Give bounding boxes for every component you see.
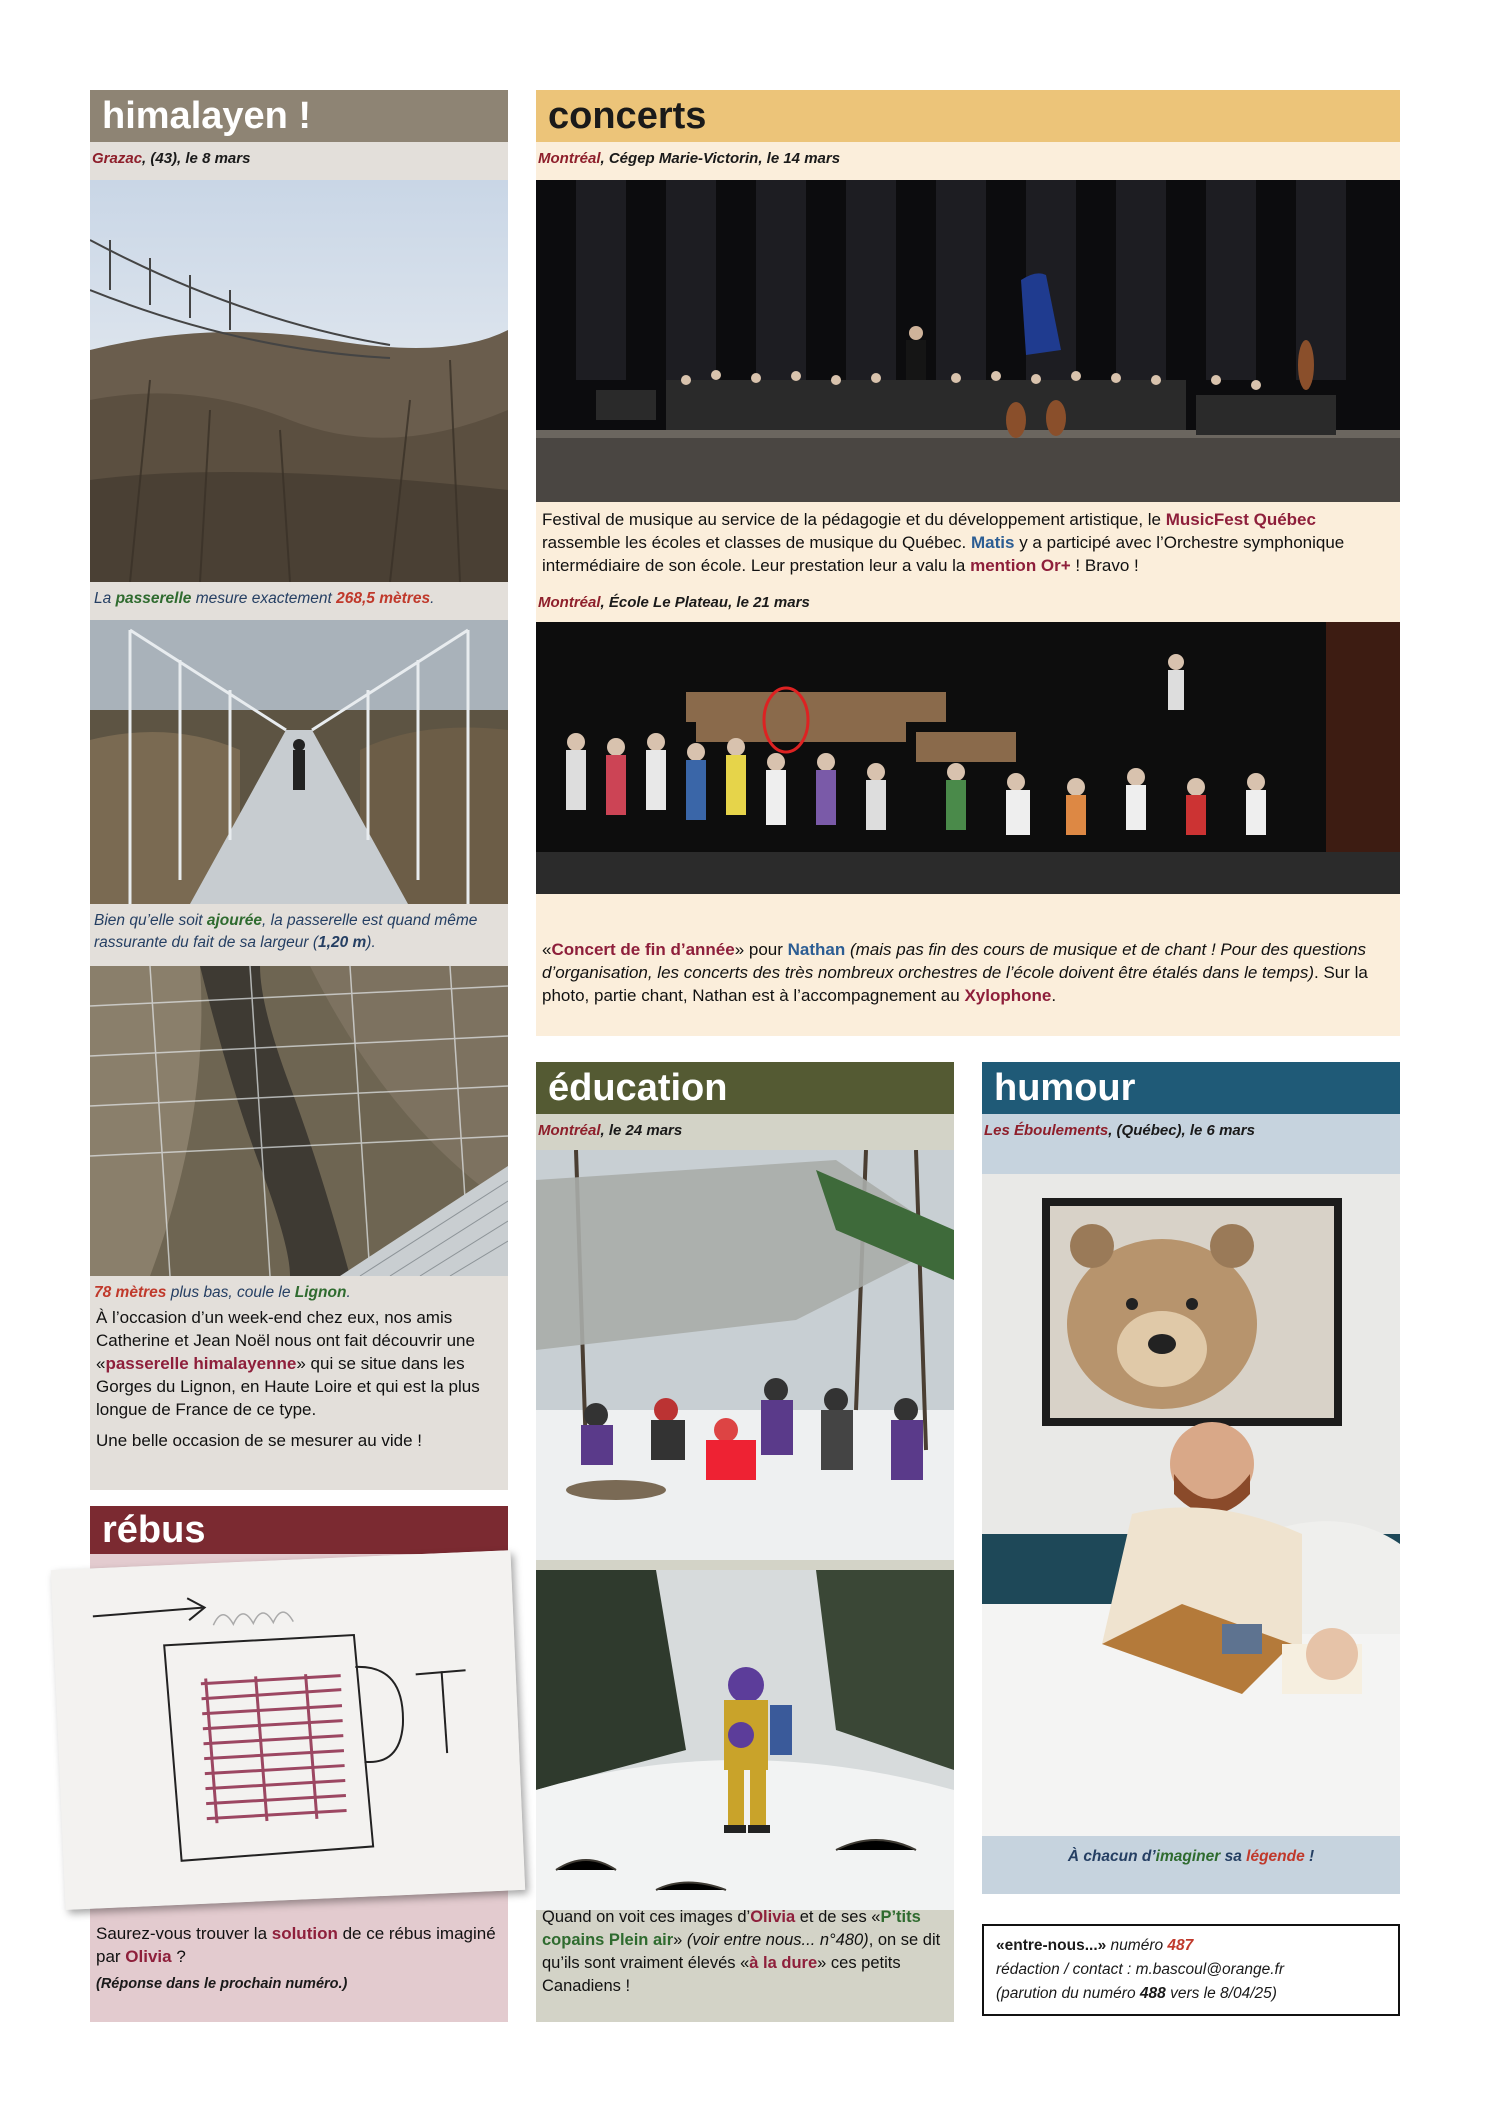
ed-b: Olivia [750,1908,796,1926]
ed-c: et de ses « [795,1908,881,1926]
cap1-d: 268,5 mètres [336,590,431,607]
body1-b: passerelle himalayenne [105,1354,297,1373]
snow-shelter-photo [536,1150,954,1560]
rebus-text-a: Saurez-vous trouver la [96,1924,272,1943]
orchestra-photo [536,180,1400,502]
cap3-c: Lignon [294,1284,347,1301]
himalayen-header: himalayen ! [90,90,508,142]
concerts-header: concerts [536,90,1400,142]
himalayen-place: Grazac [92,150,143,167]
ct2-e: (mais pas fin des cours de musique et de chant ! Pour des questions d’organisation, les concerts des très nombreux orchestres de l’école doivent être étalés dans le temps) [542,940,1366,982]
cap3-b: plus bas, coule le [166,1284,295,1301]
ct2-b: Concert de fin d’année [551,940,735,959]
ct2-c: » pour [734,940,788,959]
issue-info-box [982,1924,1400,2016]
snow-hike-photo [536,1570,954,1910]
himalayen-body-p2: Une belle occasion de se mesurer au vide ! [96,1431,423,1450]
ct1-b: MusicFest Québec [1165,510,1316,529]
cap2-a: Bien qu’elle soit [94,912,207,929]
cap2-e: ). [366,934,376,951]
himalayen-body [90,1302,508,1456]
rebus-text-e: ? [171,1947,186,1966]
bridge-landscape-photo [90,180,508,582]
rebus-note: (Réponse dans le prochain numéro.) [96,1976,348,1992]
cap1-c: mesure exactement [191,590,337,607]
rebus-text-d: Olivia [125,1947,172,1966]
ed-d: P’tits copains Plein air [542,1908,921,1949]
body1-a: À l’occasion d’un week-end chez eux, nos amis Catherine et Jean Noël nous ont fait découvrir une « [96,1308,475,1373]
ed-a: Quand on voit ces images d’ [542,1908,751,1926]
ct1-c: rassemble les écoles et classes de musique du Québec. [542,533,972,552]
hu-c: sa [1220,1848,1247,1865]
ct2-g: Xylophone [964,986,1052,1005]
ct1-g: ! Bravo ! [1070,556,1139,575]
cap2-c: , la passerelle est quand même rassurante du fait de sa largeur ( [94,912,478,951]
ct1-d: Matis [971,533,1015,552]
cap1-e: . [430,590,435,607]
education-text [536,1902,954,2002]
concerts-meta-1 [536,148,1400,170]
rebus-drawing [51,1550,525,1910]
rebus-text-b: solution [271,1924,338,1943]
concerts-text-1 [536,504,1400,581]
bear-and-baby-photo [982,1174,1400,1836]
ct2-d: Nathan [787,940,846,959]
ct2-f: . Sur la photo, partie chant, Nathan est à l’accompagnement au [542,963,1368,1005]
issue-label: numéro [1106,1937,1168,1954]
rebus-text-c: de ce rébus imaginé par [96,1924,496,1966]
humour-caption [982,1842,1400,1872]
issue-line-1 [996,1934,1386,1958]
ed-f: (voir entre nous... n°480) [686,1931,869,1949]
himalayen-caption-2 [90,906,508,958]
cap2-b: ajourée [206,912,263,929]
rebus-question [90,1918,508,1972]
body1-c: » qui se situe dans les Gorges du Lignon, en Haute Loire et qui est la plus longue de France de ce type. [96,1354,480,1419]
cap3-a: 78 mètres [94,1284,167,1301]
education-date: , le 24 mars [600,1122,683,1139]
cap1-b: passerelle [115,590,192,607]
rebus-header: rébus [90,1506,508,1554]
hu-a: À chacun d’ [1067,1848,1156,1865]
next-issue-number: 488 [1139,1985,1166,2002]
cap1-a: La [94,590,116,607]
himalayen-caption-1 [90,584,508,614]
hu-e: ! [1304,1848,1315,1865]
himalayen-body-p1 [96,1306,502,1421]
gorge-below-photo [90,966,508,1276]
concerts-date-1: , Cégep Marie-Victorin, le 14 mars [600,150,841,167]
himalayen-date: , (43), le 8 mars [142,150,251,167]
issue-line-2: rédaction / contact : m.bascoul@orange.fr [996,1961,1284,1978]
concerts-text-2 [536,934,1400,1011]
bridge-walkway-photo [90,620,508,904]
education-header: éducation [536,1062,954,1114]
ed-h: à la dure [749,1954,818,1972]
ct2-a: « [542,940,552,959]
himalayen-meta [90,148,508,170]
humour-place: Les Éboulements [984,1122,1109,1139]
cap3-d: . [346,1284,351,1301]
concerts-date-2: , École Le Plateau, le 21 mars [600,594,810,611]
ct1-e: y a participé avec l’Orchestre symphonique intermédiaire de son école. Leur prestation leur a valu la [542,533,1345,575]
ct1-a: Festival de musique au service de la pédagogie et du développement artistique, le [542,510,1166,529]
next-issue-a: (parution du numéro [996,1985,1140,2002]
hu-b: imaginer [1155,1848,1221,1865]
ed-e: » [673,1931,687,1949]
issue-number: 487 [1167,1937,1194,1954]
concerts-place-2: Montréal [538,594,601,611]
education-meta [536,1120,954,1142]
ed-g: , on se dit qu’ils sont vraiment élevés « [542,1931,941,1972]
humour-date: , (Québec), le 6 mars [1108,1122,1255,1139]
cap2-d: 1,20 m [318,934,367,951]
school-concert-photo [536,622,1400,894]
issue-name: «entre-nous...» [996,1937,1107,1954]
education-place: Montréal [538,1122,601,1139]
humour-meta [982,1120,1400,1142]
next-issue-date: vers le 8/04/25) [1165,1985,1277,2002]
ct2-h: . [1051,986,1057,1005]
ct1-f: mention Or+ [970,556,1071,575]
concerts-meta-2 [536,592,1400,614]
concerts-place-1: Montréal [538,150,601,167]
humour-header: humour [982,1062,1400,1114]
issue-line-3 [996,1982,1386,2006]
hu-d: légende [1246,1848,1305,1865]
ed-i: » ces petits Canadiens ! [542,1954,901,1995]
